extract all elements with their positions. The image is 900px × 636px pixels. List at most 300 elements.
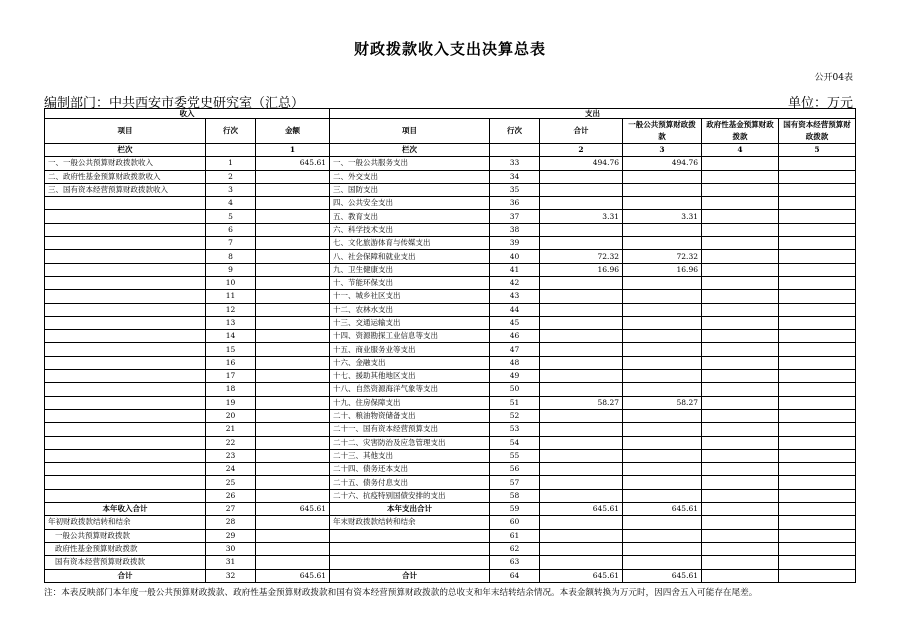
expense-item-cell: 十六、金融支出 <box>330 356 490 369</box>
expense-rowno-cell: 60 <box>490 516 540 529</box>
gov-fund-cell <box>702 263 779 276</box>
expense-item-cell: 二十、粮油物资储备支出 <box>330 409 490 422</box>
state-capital-cell <box>779 463 856 476</box>
general-budget-cell: 58.27 <box>623 396 702 409</box>
income-amount-cell <box>256 276 330 289</box>
total-cell <box>540 197 623 210</box>
income-amount-cell <box>256 449 330 462</box>
income-amount-cell <box>256 170 330 183</box>
income-amount-cell <box>256 542 330 555</box>
table-row <box>45 396 856 409</box>
gov-fund-cell <box>702 409 779 422</box>
expense-item-cell: 十七、援助其他地区支出 <box>330 370 490 383</box>
income-item-cell: 合计 <box>45 569 206 582</box>
state-capital-cell <box>779 183 856 196</box>
expense-item-cell: 二十一、国有资本经营预算支出 <box>330 423 490 436</box>
general-budget-cell <box>623 463 702 476</box>
income-amount-cell <box>256 316 330 329</box>
expense-rowno-cell: 62 <box>490 542 540 555</box>
gov-fund-header: 政府性基金预算财政拨款 <box>702 119 779 144</box>
general-budget-cell <box>623 409 702 422</box>
income-amount-cell <box>256 343 330 356</box>
general-budget-cell <box>623 330 702 343</box>
table-row <box>45 197 856 210</box>
general-budget-cell <box>623 197 702 210</box>
income-rowno-cell: 13 <box>206 316 256 329</box>
general-budget-cell <box>623 290 702 303</box>
page-title: 财政拨款收入支出决算总表 <box>353 40 546 58</box>
income-rowno-cell: 14 <box>206 330 256 343</box>
total-cell <box>540 316 623 329</box>
expense-item-cell: 年末财政拨款结转和结余 <box>330 516 490 529</box>
total-cell <box>540 170 623 183</box>
income-amount-cell <box>256 423 330 436</box>
total-cell <box>540 237 623 250</box>
total-cell: 16.96 <box>540 263 623 276</box>
table-row <box>45 330 856 343</box>
expense-item-cell: 十八、自然资源海洋气象等支出 <box>330 383 490 396</box>
income-item-cell <box>45 263 206 276</box>
expense-item-header: 项目 <box>330 119 490 144</box>
expense-header: 支出 <box>330 109 856 119</box>
income-item-cell <box>45 489 206 502</box>
income-item-cell <box>45 436 206 449</box>
income-rowno-cell: 19 <box>206 396 256 409</box>
expense-item-cell <box>330 556 490 569</box>
expense-rowno-header: 行次 <box>490 119 540 144</box>
income-item-cell <box>45 423 206 436</box>
table-row <box>45 436 856 449</box>
expense-item-cell: 十二、农林水支出 <box>330 303 490 316</box>
general-budget-cell <box>623 436 702 449</box>
expense-rowno-cell: 42 <box>490 276 540 289</box>
state-capital-cell <box>779 503 856 516</box>
income-rowno-cell: 15 <box>206 343 256 356</box>
table-code: 公开04表 <box>814 73 853 83</box>
income-amount-cell <box>256 556 330 569</box>
gov-fund-cell <box>702 330 779 343</box>
total-cell <box>540 423 623 436</box>
state-capital-cell <box>779 197 856 210</box>
unit-label: 单位：万元 <box>787 96 853 111</box>
income-amount-cell <box>256 263 330 276</box>
expense-item-cell: 二十六、抗疫特别国债安排的支出 <box>330 489 490 502</box>
expense-rowno-cell: 41 <box>490 263 540 276</box>
carryover-row <box>45 529 856 542</box>
income-item-cell <box>45 303 206 316</box>
income-item-cell: 一般公共预算财政拨款 <box>45 529 206 542</box>
subtotal-row <box>45 503 856 516</box>
income-amount-cell <box>256 330 330 343</box>
income-rowno-cell: 26 <box>206 489 256 502</box>
income-item-cell <box>45 237 206 250</box>
income-amount-cell <box>256 396 330 409</box>
total-cell <box>540 463 623 476</box>
total-cell <box>540 516 623 529</box>
income-item-cell <box>45 449 206 462</box>
expense-item-cell: 十九、住房保障支出 <box>330 396 490 409</box>
income-rowno-cell: 27 <box>206 503 256 516</box>
state-capital-cell <box>779 370 856 383</box>
gov-fund-cell <box>702 423 779 436</box>
expense-rowno-cell: 58 <box>490 489 540 502</box>
gov-fund-cell <box>702 556 779 569</box>
state-capital-cell <box>779 569 856 582</box>
gov-fund-cell <box>702 197 779 210</box>
expense-rowno-cell: 43 <box>490 290 540 303</box>
total-cell <box>540 183 623 196</box>
carryover-row <box>45 556 856 569</box>
expense-rowno-cell: 49 <box>490 370 540 383</box>
income-item-cell <box>45 409 206 422</box>
income-rowno-cell: 4 <box>206 197 256 210</box>
income-item-cell: 年初财政拨款结转和结余 <box>45 516 206 529</box>
income-amount-cell: 645.61 <box>256 569 330 582</box>
total-cell: 645.61 <box>540 503 623 516</box>
income-item-cell <box>45 343 206 356</box>
expense-item-cell <box>330 542 490 555</box>
state-capital-cell <box>779 237 856 250</box>
table-body <box>45 157 856 583</box>
income-item-cell <box>45 223 206 236</box>
total-cell: 3.31 <box>540 210 623 223</box>
income-rowno-cell: 9 <box>206 263 256 276</box>
total-cell <box>540 489 623 502</box>
table-row <box>45 370 856 383</box>
expense-item-cell: 四、公共安全支出 <box>330 197 490 210</box>
general-budget-cell <box>623 476 702 489</box>
income-amount-cell <box>256 436 330 449</box>
income-amount-cell <box>256 516 330 529</box>
general-budget-cell <box>623 370 702 383</box>
expense-rowno-cell: 51 <box>490 396 540 409</box>
income-amount-cell <box>256 223 330 236</box>
expense-item-cell: 合计 <box>330 569 490 582</box>
state-capital-cell <box>779 529 856 542</box>
state-capital-cell <box>779 330 856 343</box>
income-amount-cell <box>256 210 330 223</box>
income-rowno-cell: 30 <box>206 542 256 555</box>
expense-rowno-cell: 44 <box>490 303 540 316</box>
state-capital-cell <box>779 556 856 569</box>
income-amount-cell <box>256 250 330 263</box>
total-cell <box>540 303 623 316</box>
general-budget-header: 一般公共预算财政拨款 <box>623 119 702 144</box>
income-amount-cell <box>256 370 330 383</box>
income-amount-cell <box>256 476 330 489</box>
total-cell <box>540 343 623 356</box>
finance-table <box>44 108 856 583</box>
state-capital-cell <box>779 210 856 223</box>
gov-fund-cell <box>702 157 779 170</box>
income-rowno-cell: 31 <box>206 556 256 569</box>
income-item-cell: 国有资本经营预算财政拨款 <box>45 556 206 569</box>
total-cell: 494.76 <box>540 157 623 170</box>
general-budget-cell: 645.61 <box>623 503 702 516</box>
expense-item-cell: 二十三、其他支出 <box>330 449 490 462</box>
state-capital-cell <box>779 170 856 183</box>
general-budget-cell <box>623 423 702 436</box>
income-item-cell <box>45 356 206 369</box>
table-row <box>45 463 856 476</box>
expense-item-cell: 二十四、债务还本支出 <box>330 463 490 476</box>
state-capital-cell <box>779 303 856 316</box>
gov-fund-cell <box>702 489 779 502</box>
table-row <box>45 276 856 289</box>
income-amount-cell <box>256 290 330 303</box>
expense-item-cell: 九、卫生健康支出 <box>330 263 490 276</box>
expense-rowno-cell: 63 <box>490 556 540 569</box>
general-budget-cell: 494.76 <box>623 157 702 170</box>
table-row <box>45 316 856 329</box>
state-capital-cell <box>779 316 856 329</box>
state-capital-cell <box>779 423 856 436</box>
income-rowno-cell: 20 <box>206 409 256 422</box>
carryover-row <box>45 516 856 529</box>
general-budget-cell <box>623 356 702 369</box>
table-row <box>45 356 856 369</box>
expense-rowno-cell: 54 <box>490 436 540 449</box>
gov-fund-cell <box>702 370 779 383</box>
expense-rowno-cell: 53 <box>490 423 540 436</box>
income-item-cell <box>45 370 206 383</box>
general-budget-cell <box>623 237 702 250</box>
income-header: 收入 <box>45 109 330 119</box>
gov-fund-cell <box>702 463 779 476</box>
expense-rowno-cell: 33 <box>490 157 540 170</box>
total-cell <box>540 276 623 289</box>
gov-fund-cell <box>702 210 779 223</box>
income-item-cell: 本年收入合计 <box>45 503 206 516</box>
income-amount-cell <box>256 383 330 396</box>
income-rowno-cell: 24 <box>206 463 256 476</box>
income-item-cell: 三、国有资本经营预算财政拨款收入 <box>45 183 206 196</box>
income-rowno-cell: 5 <box>206 210 256 223</box>
table-row <box>45 290 856 303</box>
expense-item-cell: 五、教育支出 <box>330 210 490 223</box>
state-capital-cell <box>779 276 856 289</box>
state-capital-cell <box>779 489 856 502</box>
general-budget-cell <box>623 343 702 356</box>
income-rowno-cell: 11 <box>206 290 256 303</box>
income-amount-header: 金额 <box>256 119 330 144</box>
expense-item-cell: 二十二、灾害防治及应急管理支出 <box>330 436 490 449</box>
gov-fund-cell <box>702 542 779 555</box>
table-row <box>45 343 856 356</box>
gov-fund-cell <box>702 316 779 329</box>
col-number: 5 <box>779 144 856 157</box>
gov-fund-cell <box>702 356 779 369</box>
expense-item-cell: 二、外交支出 <box>330 170 490 183</box>
state-capital-cell <box>779 383 856 396</box>
table-row <box>45 489 856 502</box>
expense-rowno-cell: 36 <box>490 197 540 210</box>
expense-item-cell: 三、国防支出 <box>330 183 490 196</box>
general-budget-cell <box>623 449 702 462</box>
income-amount-cell <box>256 409 330 422</box>
income-amount-cell <box>256 489 330 502</box>
income-rowno-cell: 10 <box>206 276 256 289</box>
gov-fund-cell <box>702 569 779 582</box>
gov-fund-cell <box>702 290 779 303</box>
state-capital-cell <box>779 396 856 409</box>
income-rowno-cell: 6 <box>206 223 256 236</box>
income-item-cell <box>45 476 206 489</box>
column-label: 栏次 <box>330 144 490 157</box>
gov-fund-cell <box>702 276 779 289</box>
total-cell: 72.32 <box>540 250 623 263</box>
income-amount-cell: 645.61 <box>256 157 330 170</box>
table-row <box>45 183 856 196</box>
total-cell <box>540 529 623 542</box>
expense-rowno-cell: 50 <box>490 383 540 396</box>
income-amount-cell <box>256 356 330 369</box>
total-cell <box>540 436 623 449</box>
income-rowno-cell: 3 <box>206 183 256 196</box>
footnote: 注：本表反映部门本年度一般公共预算财政拨款、政府性基金预算财政拨款和国有资本经营预算财政拨款的总收支和年末结转结余情况。本表金额转换为万元时，因四舍五入可能存在尾差。 <box>44 588 758 598</box>
general-budget-cell <box>623 276 702 289</box>
income-rowno-cell: 32 <box>206 569 256 582</box>
state-capital-cell <box>779 157 856 170</box>
general-budget-cell: 16.96 <box>623 263 702 276</box>
expense-rowno-cell: 59 <box>490 503 540 516</box>
state-capital-cell <box>779 223 856 236</box>
expense-item-cell: 十三、交通运输支出 <box>330 316 490 329</box>
income-item-cell: 政府性基金预算财政拨款 <box>45 542 206 555</box>
state-capital-header: 国有资本经营预算财政拨款 <box>779 119 856 144</box>
total-cell: 645.61 <box>540 569 623 582</box>
total-cell <box>540 223 623 236</box>
col-number: 4 <box>702 144 779 157</box>
state-capital-cell <box>779 263 856 276</box>
state-capital-cell <box>779 356 856 369</box>
table-header <box>45 109 856 157</box>
expense-item-cell <box>330 529 490 542</box>
expense-rowno-cell: 47 <box>490 343 540 356</box>
general-budget-cell <box>623 383 702 396</box>
state-capital-cell <box>779 409 856 422</box>
general-budget-cell <box>623 542 702 555</box>
income-item-cell <box>45 383 206 396</box>
income-amount-cell <box>256 303 330 316</box>
total-cell: 58.27 <box>540 396 623 409</box>
total-cell <box>540 330 623 343</box>
general-budget-cell: 72.32 <box>623 250 702 263</box>
expense-item-cell: 十、节能环保支出 <box>330 276 490 289</box>
expense-rowno-cell: 35 <box>490 183 540 196</box>
income-rowno-cell: 7 <box>206 237 256 250</box>
table-row <box>45 210 856 223</box>
income-rowno-cell: 29 <box>206 529 256 542</box>
expense-rowno-cell: 55 <box>490 449 540 462</box>
income-item-cell <box>45 210 206 223</box>
general-budget-cell <box>623 529 702 542</box>
income-item-cell <box>45 276 206 289</box>
table-row <box>45 409 856 422</box>
col-number: 1 <box>256 144 330 157</box>
grand-total-row <box>45 569 856 582</box>
income-rowno-cell: 28 <box>206 516 256 529</box>
general-budget-cell <box>623 170 702 183</box>
table-row <box>45 157 856 170</box>
gov-fund-cell <box>702 396 779 409</box>
expense-item-cell: 六、科学技术支出 <box>330 223 490 236</box>
total-header: 合计 <box>540 119 623 144</box>
expense-rowno-cell: 61 <box>490 529 540 542</box>
expense-item-cell: 十一、城乡社区支出 <box>330 290 490 303</box>
gov-fund-cell <box>702 170 779 183</box>
expense-rowno-cell: 57 <box>490 476 540 489</box>
state-capital-cell <box>779 250 856 263</box>
income-item-cell: 一、一般公共预算财政拨款收入 <box>45 157 206 170</box>
income-rowno-cell: 12 <box>206 303 256 316</box>
table-row <box>45 170 856 183</box>
gov-fund-cell <box>702 436 779 449</box>
total-cell <box>540 556 623 569</box>
income-item-cell <box>45 250 206 263</box>
state-capital-cell <box>779 343 856 356</box>
income-rowno-cell: 8 <box>206 250 256 263</box>
total-cell <box>540 290 623 303</box>
general-budget-cell: 645.61 <box>623 569 702 582</box>
gov-fund-cell <box>702 250 779 263</box>
expense-item-cell: 本年支出合计 <box>330 503 490 516</box>
income-rowno-cell: 18 <box>206 383 256 396</box>
table-row <box>45 383 856 396</box>
expense-item-cell: 十四、资源勘探工业信息等支出 <box>330 330 490 343</box>
gov-fund-cell <box>702 237 779 250</box>
gov-fund-cell <box>702 449 779 462</box>
income-amount-cell: 645.61 <box>256 503 330 516</box>
column-label: 栏次 <box>45 144 206 157</box>
col-number: 3 <box>623 144 702 157</box>
income-rowno-cell: 2 <box>206 170 256 183</box>
gov-fund-cell <box>702 476 779 489</box>
gov-fund-cell <box>702 303 779 316</box>
income-item-cell: 二、政府性基金预算财政拨款收入 <box>45 170 206 183</box>
expense-rowno-cell: 56 <box>490 463 540 476</box>
expense-rowno-cell: 45 <box>490 316 540 329</box>
income-rowno-cell: 1 <box>206 157 256 170</box>
table-row <box>45 237 856 250</box>
expense-rowno-cell: 37 <box>490 210 540 223</box>
expense-rowno-cell: 64 <box>490 569 540 582</box>
expense-rowno-cell: 46 <box>490 330 540 343</box>
total-cell <box>540 409 623 422</box>
income-item-cell <box>45 290 206 303</box>
state-capital-cell <box>779 449 856 462</box>
table-row <box>45 223 856 236</box>
total-cell <box>540 356 623 369</box>
income-rowno-cell: 23 <box>206 449 256 462</box>
income-item-cell <box>45 463 206 476</box>
table-row <box>45 263 856 276</box>
expense-item-cell: 二十五、债务付息支出 <box>330 476 490 489</box>
expense-rowno-cell: 34 <box>490 170 540 183</box>
gov-fund-cell <box>702 183 779 196</box>
expense-rowno-cell: 38 <box>490 223 540 236</box>
state-capital-cell <box>779 290 856 303</box>
state-capital-cell <box>779 542 856 555</box>
income-rowno-cell: 16 <box>206 356 256 369</box>
table-row <box>45 476 856 489</box>
total-cell <box>540 383 623 396</box>
income-item-cell <box>45 396 206 409</box>
income-rowno-cell: 17 <box>206 370 256 383</box>
income-amount-cell <box>256 183 330 196</box>
expense-rowno-cell: 40 <box>490 250 540 263</box>
income-amount-cell <box>256 529 330 542</box>
